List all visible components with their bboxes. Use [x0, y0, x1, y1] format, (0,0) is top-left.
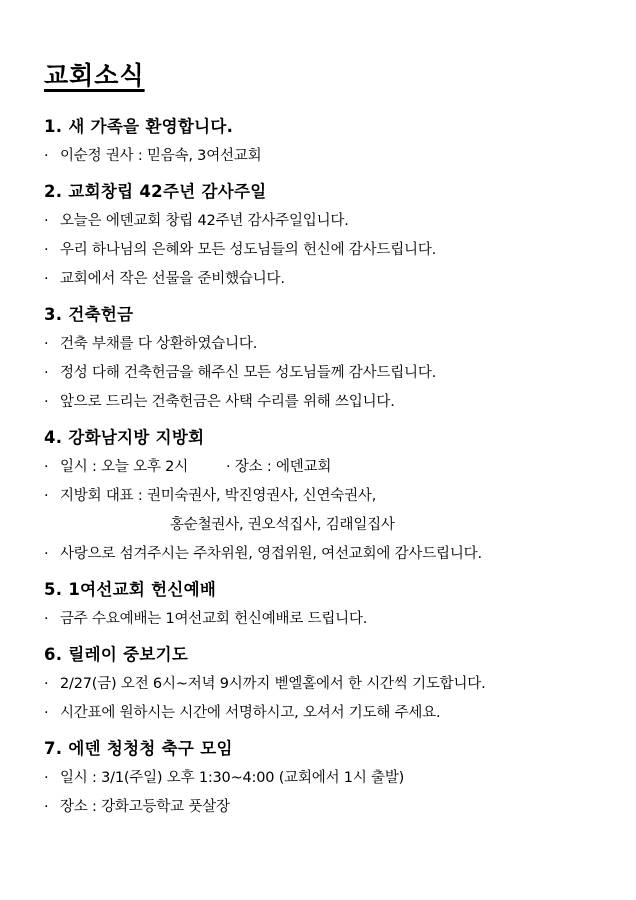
section-soccer-meeting	[44, 734, 604, 822]
bullet: ·	[44, 213, 49, 229]
bullet: ·	[44, 705, 49, 721]
section-building-offering	[44, 300, 604, 417]
bullet: ·	[44, 546, 49, 562]
bullet: ·	[44, 336, 49, 352]
list-item-text: 금주 수요예배는 1여선교회 헌신예배로 드립니다.	[60, 611, 368, 627]
list-item-text: 장소 : 강화고등학교 풋살장	[60, 799, 230, 815]
list-item-continuation	[44, 511, 604, 540]
list-item-text: 오늘은 에덴교회 창립 42주년 감사주일입니다.	[60, 213, 349, 229]
bulletin-page	[44, 56, 604, 822]
section-heading: 4. 강화남지방 지방회	[44, 428, 205, 447]
bullet: ·	[44, 611, 49, 627]
bullet: ·	[44, 148, 49, 164]
section-heading: 6. 릴레이 중보기도	[44, 645, 189, 664]
section-heading: 1. 새 가족을 환영합니다.	[44, 117, 234, 136]
bullet: ·	[44, 365, 49, 381]
list-item-text: 일시 : 3/1(주일) 오후 1:30~4:00 (교회에서 1시 출발)	[60, 770, 405, 786]
section-district-meeting	[44, 423, 604, 569]
list-item	[44, 330, 604, 359]
list-item	[44, 388, 604, 417]
section-heading: 7. 에덴 청청청 축구 모임	[44, 739, 233, 758]
list-item-text: 우리 하나님의 은혜와 모든 성도님들의 헌신에 감사드립니다.	[60, 242, 437, 258]
list-item	[44, 670, 604, 699]
list-item-text: 이순정 권사 : 믿음속, 3여선교회	[60, 148, 262, 164]
list-item	[44, 482, 604, 511]
bullet: ·	[44, 394, 49, 410]
list-item-text: 사랑으로 섬겨주시는 주차위원, 영접위원, 여선교회에 감사드립니다.	[60, 546, 482, 562]
list-item-text: 정성 다해 건축헌금을 해주신 모든 성도님들께 감사드립니다.	[60, 365, 437, 381]
section-new-family	[44, 112, 604, 171]
bullet: ·	[44, 676, 49, 692]
list-item	[44, 359, 604, 388]
list-item-text: 교회에서 작은 선물을 준비했습니다.	[60, 271, 285, 287]
list-item-text: 건축 부채를 다 상환하였습니다.	[60, 336, 258, 352]
list-item-text: 시간표에 원하시는 시간에 서명하시고, 오셔서 기도해 주세요.	[60, 705, 441, 721]
district-representatives: 지방회 대표 : 권미숙권사, 박진영권사, 신연숙권사,	[60, 488, 377, 504]
list-item	[44, 793, 604, 822]
section-dedication-service	[44, 575, 604, 634]
section-anniversary	[44, 177, 604, 294]
district-representatives-continued: 홍순철권사, 권오석집사, 김래일집사	[170, 517, 395, 533]
bullet: ·	[44, 459, 49, 475]
list-item	[44, 265, 604, 294]
section-heading: 3. 건축헌금	[44, 305, 134, 324]
list-item-text: 앞으로 드리는 건축헌금은 사택 수리를 위해 쓰입니다.	[60, 394, 395, 410]
list-item-text: 2/27(금) 오전 6시~저녁 9시까지 벧엘홀에서 한 시간씩 기도합니다.	[60, 676, 486, 692]
bullet: ·	[226, 459, 231, 475]
section-relay-prayer	[44, 640, 604, 728]
meeting-time: 일시 : 오늘 오후 2시	[60, 459, 188, 475]
bullet: ·	[44, 770, 49, 786]
section-heading: 2. 교회창립 42주년 감사주일	[44, 182, 267, 201]
list-item	[44, 236, 604, 265]
section-heading: 5. 1여선교회 헌신예배	[44, 580, 217, 599]
bullet: ·	[44, 271, 49, 287]
bullet: ·	[44, 799, 49, 815]
list-item	[44, 764, 604, 793]
meeting-place: 장소 : 에덴교회	[234, 459, 332, 475]
list-item	[44, 142, 604, 171]
list-item	[44, 699, 604, 728]
list-item	[44, 605, 604, 634]
bullet: ·	[44, 488, 49, 504]
bullet: ·	[44, 242, 49, 258]
page-title: 교회소식	[44, 61, 145, 90]
list-item	[44, 207, 604, 236]
list-item	[44, 540, 604, 569]
list-item	[44, 453, 604, 482]
